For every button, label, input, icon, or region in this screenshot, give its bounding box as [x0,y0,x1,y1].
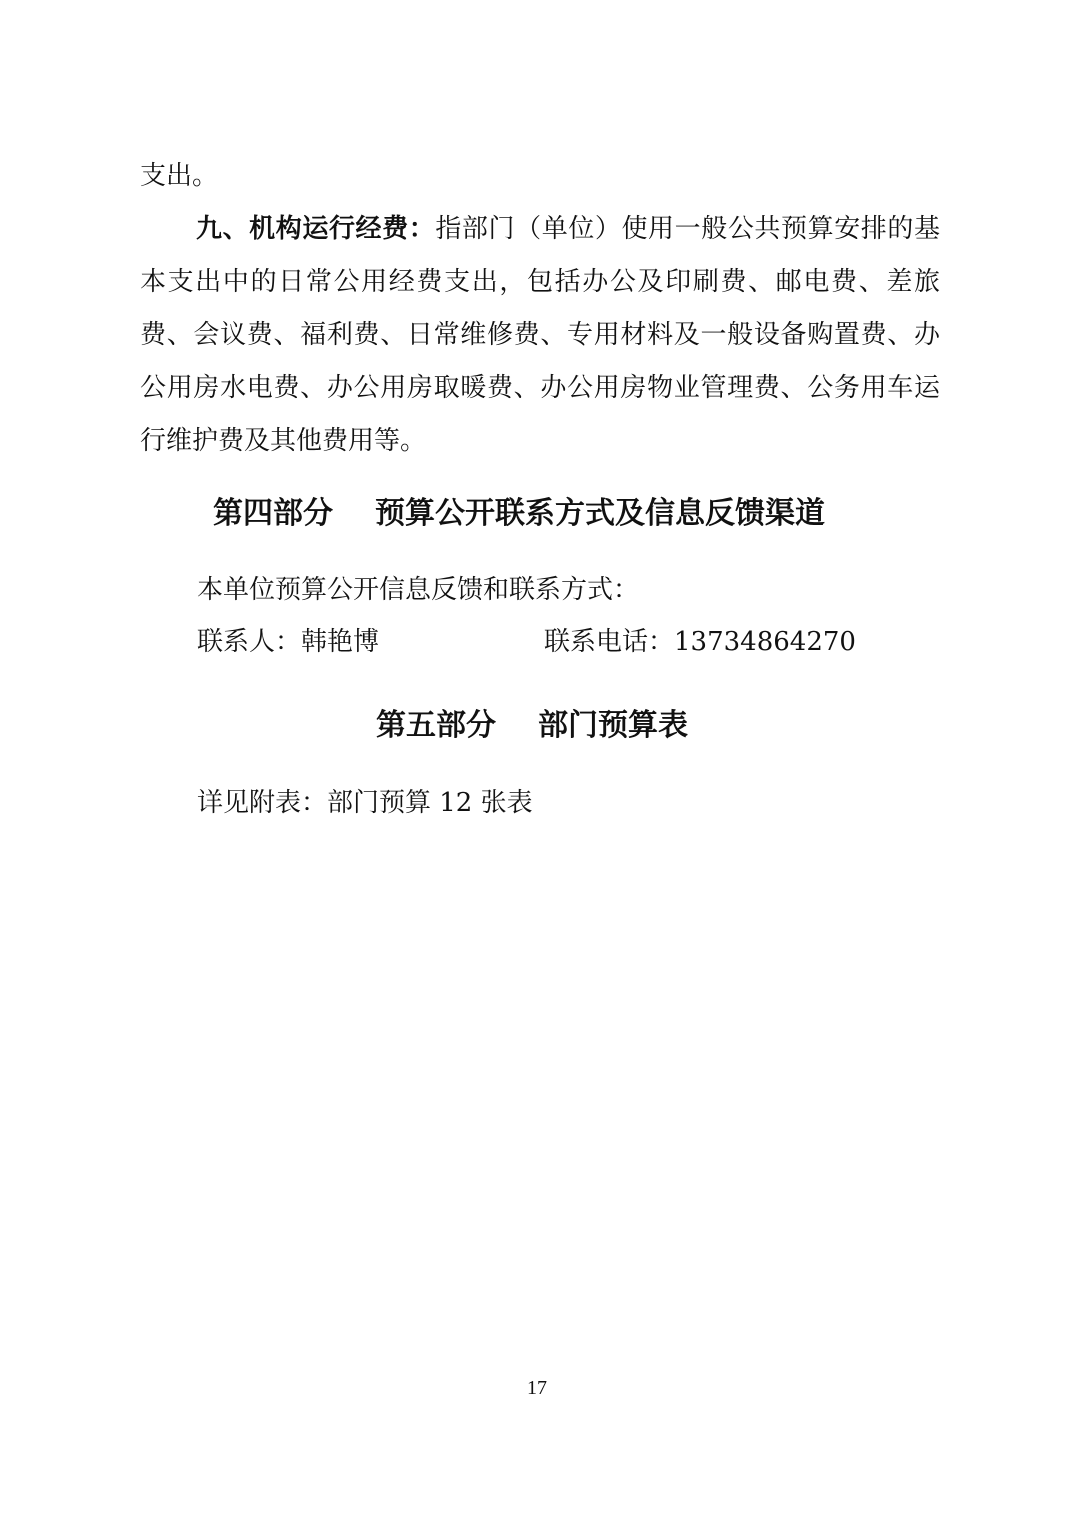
section-five-title: 部门预算表 [538,708,688,743]
contact-intro: 本单位预算公开信息反馈和联系方式： [197,575,640,605]
page-number: 17 [527,1377,547,1399]
section-five-part: 第五部分 [376,708,496,743]
section-four-heading [213,488,825,532]
appendix-note: 详见附表：部门预算 12 张表 [197,788,533,818]
contact-phone: 联系电话：13734864270 [544,627,856,657]
section-four-part: 第四部分 [213,496,333,531]
item-nine-definition: 指部门（单位）使用一般公共预算安排的基本支出中的日常公用经费支出，包括办公及印刷费、邮电费、差旅费、会议费、福利费、日常维修费、专用材料及一般设备购置费、办公用房水电费、办公用房取暖费、办公用房物业管理费、公务用车运行维护费及其他费用等。 [140,214,940,456]
section-five-heading [376,700,688,744]
section-four-title: 预算公开联系方式及信息反馈渠道 [375,496,825,531]
paragraph-continuation-text: 支出。 [140,161,219,191]
item-nine-term: 九、机构运行经费： [196,214,436,244]
paragraph-continuation [140,150,940,203]
paragraph-item-nine [140,203,940,468]
contact-person: 联系人：韩艳博 [197,627,380,657]
